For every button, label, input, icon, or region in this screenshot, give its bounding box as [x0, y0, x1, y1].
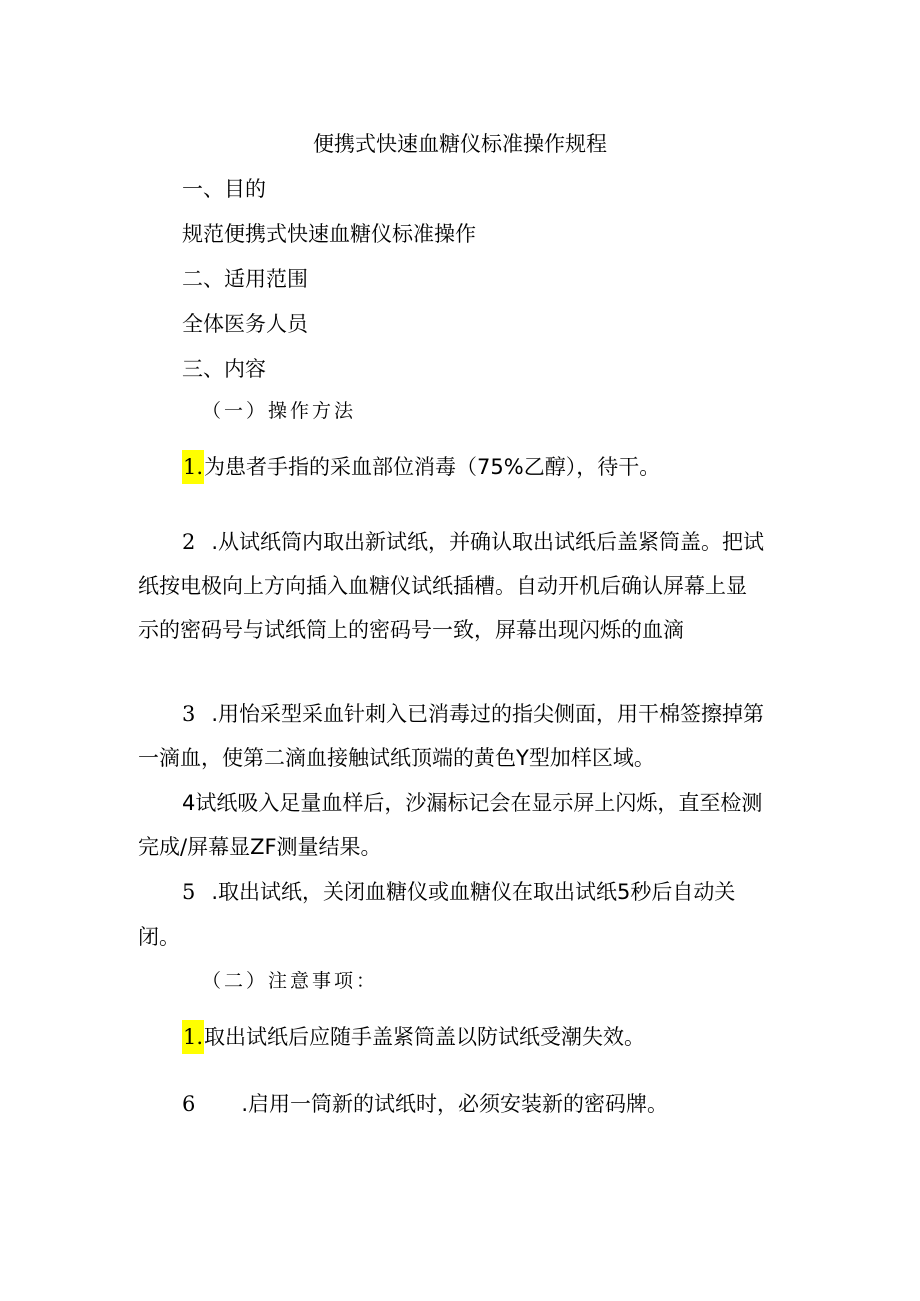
- section-body-purpose: 规范便携式快速血糖仪标准操作: [182, 222, 476, 246]
- step-2-line-1: [182, 528, 764, 556]
- step-4-line-2: 完成/屏幕显ZF测量结果。: [138, 835, 382, 859]
- step-3-number: 3: [182, 702, 196, 726]
- section-heading-scope: 二、适用范围: [182, 267, 308, 291]
- document-title: 便携式快速血糖仪标准操作规程: [313, 132, 607, 156]
- step-1-text: 为患者手指的采血部位消毒（75%乙醇），待干。: [204, 455, 661, 479]
- step-2-number: 2: [182, 530, 196, 554]
- step-3-line-1: [182, 700, 764, 728]
- subsection-heading-notes: （二）注意事项：: [202, 970, 379, 992]
- step-5-text-1: .取出试纸，关闭血糖仪或血糖仪在取出试纸5秒后自动关: [211, 880, 736, 904]
- step-2-text-1: .从试纸筒内取出新试纸，并确认取出试纸后盖紧筒盖。把试: [211, 530, 765, 554]
- step-5-line-1: [182, 878, 735, 906]
- step-3-line-2: 一滴血，使第二滴血接触试纸顶端的黄色Y型加样区域。: [138, 746, 655, 770]
- note-2-text: .启用一筒新的试纸时，必须安装新的密码牌。: [241, 1092, 669, 1116]
- section-body-scope: 全体医务人员: [182, 312, 308, 336]
- note-2-number: 6: [182, 1092, 196, 1116]
- note-1-text: 取出试纸后应随手盖紧筒盖以防试纸受潮失效。: [204, 1025, 646, 1049]
- section-heading-purpose: 一、目的: [182, 177, 266, 201]
- step-1: [182, 450, 660, 484]
- step-1-number: 1.: [182, 450, 204, 484]
- step-2-line-3: 示的密码号与试纸筒上的密码号一致，屏幕出现闪烁的血滴: [138, 618, 684, 642]
- step-4-line-1: 4试纸吸入足量血样后，沙漏标记会在显示屏上闪烁，直至检测: [182, 791, 763, 815]
- note-1-number: 1.: [182, 1020, 204, 1054]
- step-2-line-2: 纸按电极向上方向插入血糖仪试纸插槽。自动开机后确认屏幕上显: [138, 574, 747, 598]
- step-5-number: 5: [182, 880, 196, 904]
- note-2: [182, 1090, 668, 1118]
- step-3-text-1: .用怡采型采血针刺入已消毒过的指尖侧面，用干棉签擦掉第: [211, 702, 765, 726]
- step-5-line-2: 闭。: [138, 925, 180, 949]
- subsection-heading-method: （一）操作方法: [202, 400, 357, 422]
- section-heading-content: 三、内容: [182, 357, 266, 381]
- note-1: [182, 1020, 645, 1054]
